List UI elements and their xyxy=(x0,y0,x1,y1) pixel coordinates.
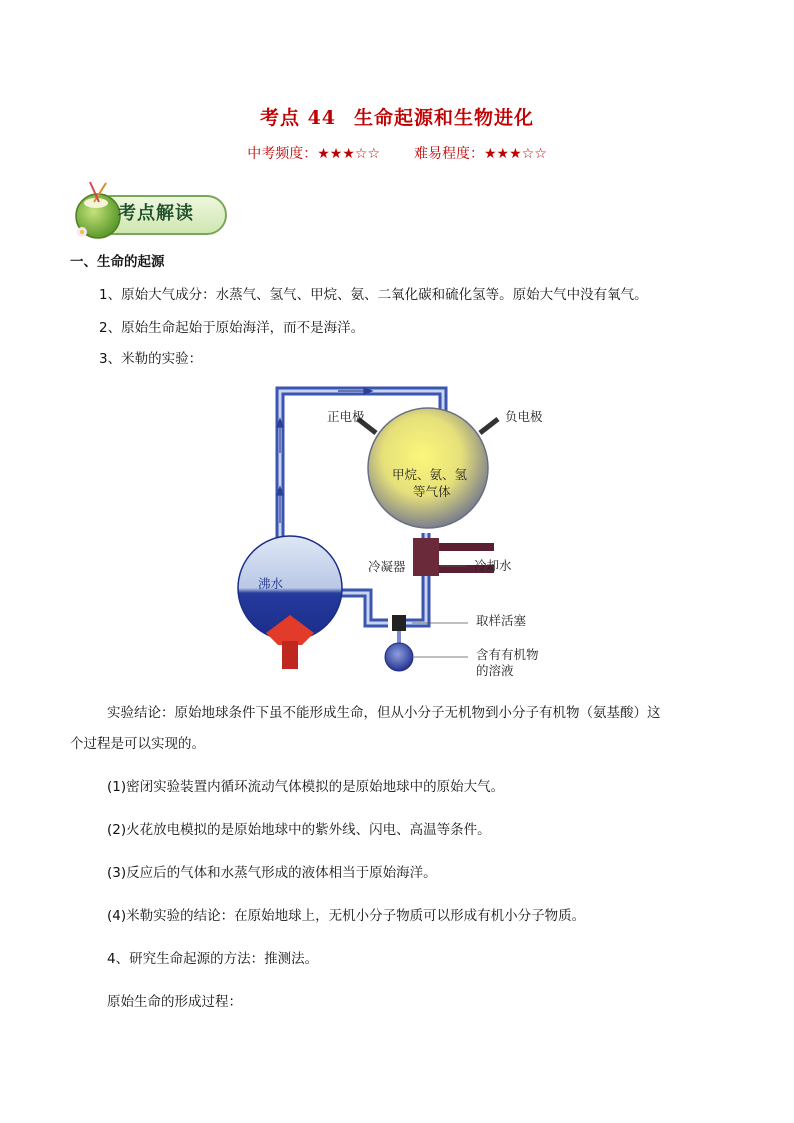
miller-experiment-diagram xyxy=(228,383,568,673)
point-1: (1)密闭实验装置内循环流动气体模拟的是原始地球中的原始大气。 xyxy=(107,779,505,795)
label-solution-line1: 含有有机物 xyxy=(476,647,539,662)
frequency-stars: ★★★☆☆ xyxy=(317,146,380,162)
paragraph-conclusion-line1: 实验结论：原始地球条件下虽不能形成生命，但从小分子无机物到小分子有机物（氨基酸）这 xyxy=(107,705,661,721)
title-number: 考点 44 xyxy=(259,107,337,129)
paragraph-process: 原始生命的形成过程： xyxy=(107,994,242,1010)
frequency-label: 中考频度： xyxy=(247,146,318,162)
label-solution-line2: 的溶液 xyxy=(476,663,514,678)
label-sampling-valve: 取样活塞 xyxy=(476,613,527,628)
title-text: 生命起源和生物进化 xyxy=(354,107,535,129)
point-4: (4)米勒实验的结论：在原始地球上，无机小分子物质可以形成有机小分子物质。 xyxy=(107,908,586,924)
section-badge-label: 考点解读 xyxy=(118,203,194,224)
label-boiling-water: 沸水 xyxy=(258,576,284,591)
paragraph-origin: 2、原始生命起始于原始海洋，而不是海洋。 xyxy=(99,320,365,336)
label-positive-electrode: 正电极 xyxy=(327,409,365,424)
paragraph-method: 4、研究生命起源的方法：推测法。 xyxy=(107,951,319,967)
difficulty-stars: ★★★☆☆ xyxy=(484,146,547,162)
label-condenser: 冷凝器 xyxy=(368,559,406,574)
rating-row xyxy=(0,143,794,163)
label-gas-line2: 等气体 xyxy=(413,484,451,499)
difficulty-label: 难易程度： xyxy=(414,146,484,162)
label-cooling-water: 冷却水 xyxy=(474,558,512,573)
section-heading: 一、生命的起源 xyxy=(70,254,165,270)
point-3: (3)反应后的气体和水蒸气形成的液体相当于原始海洋。 xyxy=(107,865,437,881)
paragraph-miller: 3、米勒的实验： xyxy=(99,351,203,367)
label-gas-line1: 甲烷、氨、氢 xyxy=(392,467,468,482)
paragraph-atmosphere: 1、原始大气成分：水蒸气、氢气、甲烷、氨、二氧化碳和硫化氢等。原始大气中没有氧气。 xyxy=(99,287,648,303)
paragraph-conclusion-line2: 个过程是可以实现的。 xyxy=(70,736,205,752)
point-2: (2)火花放电模拟的是原始地球中的紫外线、闪电、高温等条件。 xyxy=(107,822,491,838)
page-title xyxy=(0,103,794,130)
label-negative-electrode: 负电极 xyxy=(505,409,543,424)
